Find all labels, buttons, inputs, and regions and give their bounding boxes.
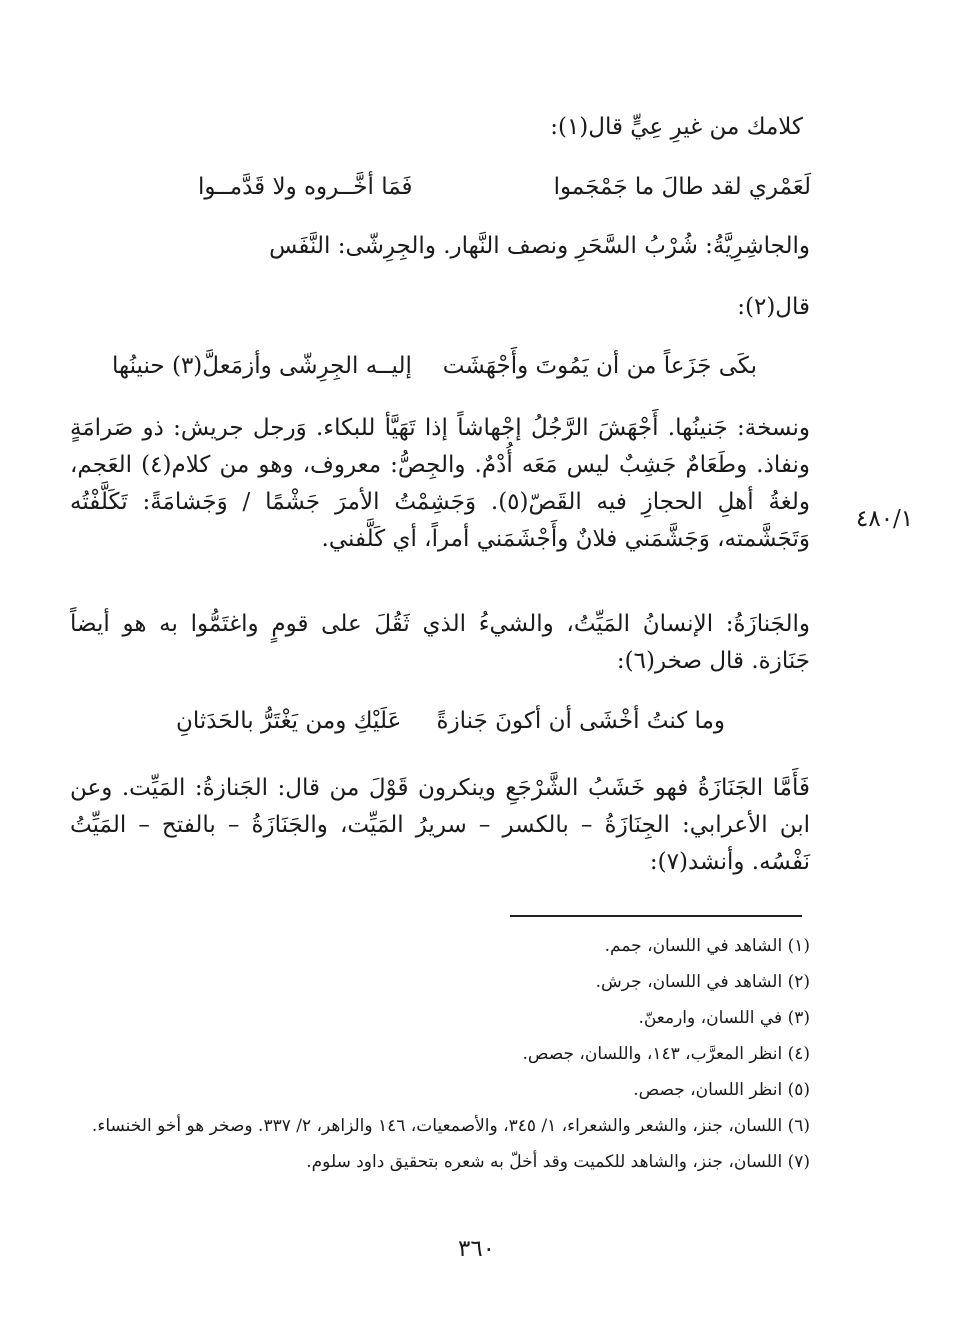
verse-3-first-hemistich: وما كنتُ أخْشَى أن أكونَ جَنازةً xyxy=(436,708,725,734)
definition-line: والجاشِرِيَّةُ: شُرْبُ السَّحَرِ ونصف النَّهار. والجِرِشّى: النَّفَس xyxy=(269,233,810,259)
verse-3-second-hemistich: عَلَيْكِ ومن يَغْتَرُّ بالحَدَثانِ xyxy=(176,708,402,734)
paragraph-3: فَأَمَّا الجَنَازَةُ فهو خَشَبُ الشَّرْجَعِ وينكرون قَوْلَ من قال: الجَنازةُ: المَيِّت. وعن ابن الأعرابي: الجِنَازَةُ – بالكسر – سريرُ المَيِّت، والجَنَازَةُ – بالفتح – المَيِّتُ نَفْسُه. وأنشد(٧): xyxy=(70,775,810,875)
footnote-1: (١) الشاهد في اللسان، جمم. xyxy=(604,936,810,956)
footnotes xyxy=(70,928,810,1180)
footnote-6: (٦) اللسان، جنز، والشعر والشعراء، ١/ ٣٤٥، والأصمعيات، ١٤٦ والزاهر، ٢/ ٣٣٧. وصخر هو أخو الخنساء. xyxy=(91,1116,810,1136)
verse-1-second-hemistich: فَمَا أخَّــروه ولا قَدَّمــوا xyxy=(198,174,413,200)
intro-line: كلامك من غيرِ عِيٍّ قال(١): xyxy=(550,114,803,140)
verse-1-first-hemistich: لَعَمْري لقد طالَ ما جَمْجَموا xyxy=(553,174,811,200)
verse-2-second-hemistich: إليــه الجِرِشّى وأزمَعلَّ(٣) حنينُها xyxy=(112,353,412,379)
footnote-4: (٤) انظر المعرَّب، ١٤٣، واللسان، جصص. xyxy=(522,1044,810,1064)
footnote-7: (٧) اللسان، جنز، والشاهد للكميت وقد أخلّ به شعره بتحقيق داود سلوم. xyxy=(306,1152,810,1172)
margin-reference: ٤٨٠/١ xyxy=(856,506,914,532)
paragraph-2: والجَنازَةُ: الإنسانُ المَيِّتُ، والشيءُ الذي ثَقُلَ على قومٍ واغتَمُّوا به هو أيضاً جَنَازة. قال صخر(٦): xyxy=(70,611,810,674)
footnote-2: (٢) الشاهد في اللسان، جرش. xyxy=(595,972,810,992)
footnote-separator xyxy=(510,915,802,917)
paragraph-1: ونسخة: جَنينُها. أَجْهَشَ الرَّجُلُ إجْهاشاً إذا تَهَيَّأ للبكاء. وَرجل جريش: ذو صَرامَةٍ ونفاذ. وطَعَامٌ جَشِبٌ ليس مَعَه أُدْمٌ. والجِصُّ: معروف، وهو من كلام(٤) العَجم، ولغةُ أهلِ الحجازِ فيه القَصّ(٥). وَجَشِمْتُ الأمرَ جَشْمًا / وَجَشامَةً: تَكَلَّفْتُه وَتَجَشَّمته، وَجَشَّمَني فلانٌ وأَجْشَمَني أمراً، أي كَلَّفني. xyxy=(70,415,810,552)
page-number: ٣٦٠ xyxy=(457,1236,496,1262)
qala-line: قال(٢): xyxy=(737,294,810,320)
verse-2-first-hemistich: بكَى جَزَعاً من أن يَمُوتَ وأَجْهَشَت xyxy=(442,353,757,379)
footnote-3: (٣) في اللسان، وارمعنّ. xyxy=(638,1008,810,1028)
footnote-5: (٥) انظر اللسان، جصص. xyxy=(633,1080,810,1100)
